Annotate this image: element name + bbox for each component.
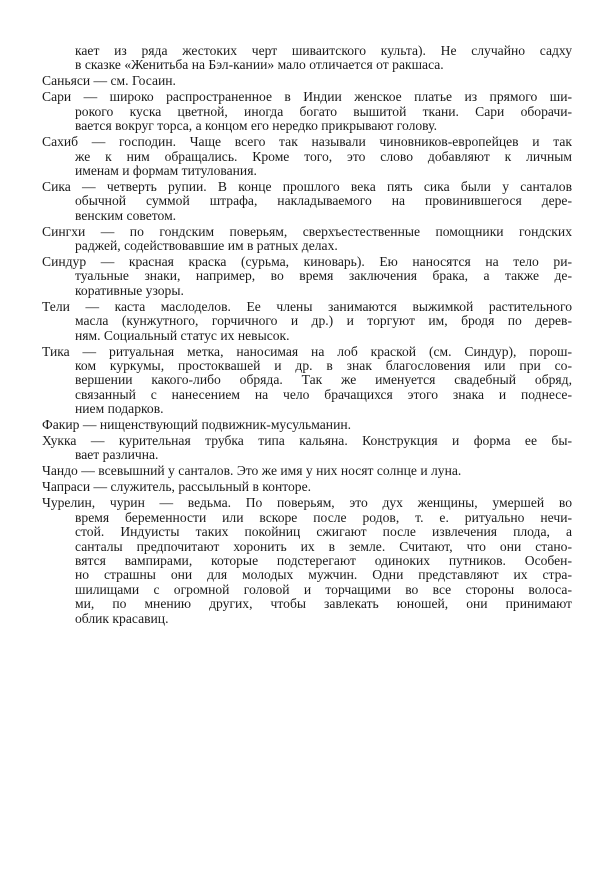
glossary-entry — [42, 300, 572, 343]
entry-text-line: ком куркумы, простоквашей и др. в знак благословения или при со- — [75, 357, 572, 373]
glossary-entry — [42, 135, 572, 178]
entry-headline: Синдур — красная краска (сурьма, киноварь). Ею наносятся на тело ри- — [42, 254, 572, 270]
entry-text-line: вятся вампирами, которые подстерегают одиноких путников. Особен- — [75, 553, 572, 568]
entry-headline: Чурелин, чурин — ведьма. По поверьям, это дух женщины, умершей во — [42, 495, 572, 511]
entry-headline: Чапраси — служитель, рассыльный в конторе. — [42, 479, 312, 495]
entry-text-line: туальные знаки, например, во время заключения брака, а также де- — [75, 268, 572, 284]
entry-text-line: шилищами с огромной головой и торчащими во все стороны волоса- — [75, 581, 572, 597]
entry-text-line: санталы предпочитают хоронить их в земле. Считают, что они стано- — [75, 538, 572, 554]
entry-text-line: венским советом. — [75, 207, 177, 223]
entry-text-line: вается вокруг торса, а концом его нередко прикрывают голову. — [75, 118, 437, 134]
entry-headline: Чандо — всевышний у санталов. Это же имя у них носят солнце и луна. — [42, 463, 462, 479]
entry-headline: Сика — четверть рупии. В конце прошлого века пять сика были у санталов — [42, 178, 572, 194]
glossary-entry — [42, 418, 572, 432]
entry-headline: Сахиб — господин. Чаще всего так называли чиновников-европейцев и так — [42, 134, 572, 150]
glossary-page — [42, 44, 572, 628]
entry-text-line: масла (кунжутного, горчичного и др.) и торгуют им, бродя по дерев- — [75, 313, 572, 329]
entry-text-line: ми, по мнению других, чтобы завлекать юношей, они принимают — [75, 596, 572, 612]
entry-text-line: нием подарков. — [75, 401, 164, 417]
entry-text-line: именам и формам титулования. — [75, 162, 257, 178]
glossary-entry — [42, 255, 572, 298]
glossary-entry — [42, 180, 572, 223]
entry-text-line: стой. Индуисты таких покойниц сжигают после извлечения плода, а — [75, 524, 572, 540]
entry-headline: Тели — каста маслоделов. Ее члены занимаются выжимкой растительного — [42, 298, 572, 314]
glossary-entry — [42, 496, 572, 626]
entry-text-line: кает из ряда жестоких черт шиваитского культа). Не случайно садху — [75, 43, 572, 58]
entry-text-line: но страшны они для молодых мужчин. Одни представляют их стра- — [75, 567, 572, 583]
entry-headline: Сари — широко распространенное в Индии женское платье из прямого ши- — [42, 89, 572, 105]
glossary-entry — [42, 225, 572, 254]
entry-text-line: в сказке «Женитьба на Бэл-кании» мало отличается от ракшаса. — [75, 57, 444, 73]
entry-text-line: ням. Социальный статус их невысок. — [75, 327, 290, 343]
glossary-entry — [42, 480, 572, 494]
entry-text-line: облик красавиц. — [75, 610, 169, 626]
glossary-entry — [42, 345, 572, 417]
glossary-entry — [42, 434, 572, 463]
entry-headline: Саньяси — см. Госаин. — [42, 73, 176, 89]
glossary-entry — [42, 90, 572, 133]
entry-text-line: связанный с нанесением на чело брачащихся этого знака и поднесе- — [75, 386, 572, 402]
entry-text-line: же к ним обращались. Кроме того, это слово добавляют к личным — [75, 148, 572, 164]
entry-text-line: коративные узоры. — [75, 282, 184, 298]
entry-headline: Хукка — курительная трубка типа кальяна. Конструкция и форма ее бы- — [42, 433, 572, 449]
glossary-entry — [42, 464, 572, 478]
entry-headline: Тика — ритуальная метка, наносимая на лоб краской (см. Синдур), порош- — [42, 343, 572, 359]
entry-headline: Сингхи — по гондским поверьям, сверхъестественные помощники гондских — [42, 223, 572, 239]
entry-text-line: вает различна. — [75, 447, 159, 463]
entry-text-line: вершении какого-либо обряда. Так же именуется свадебный обряд, — [75, 372, 572, 388]
glossary-entry — [42, 44, 572, 73]
entry-headline: Факир — нищенствующий подвижник-мусульманин. — [42, 417, 352, 433]
entry-text-line: время беременности или вскоре после родов, т. е. ритуально нечи- — [75, 509, 572, 525]
entry-text-line: раджей, содействовавшие им в ратных делах. — [75, 238, 338, 254]
glossary-entry — [42, 74, 572, 88]
entry-text-line: рокого куска цветной, иногда богато вышитой ткани. Сари оборачи- — [75, 103, 572, 119]
entry-text-line: обычной суммой штрафа, накладываемого на провинившегося дере- — [75, 193, 572, 209]
